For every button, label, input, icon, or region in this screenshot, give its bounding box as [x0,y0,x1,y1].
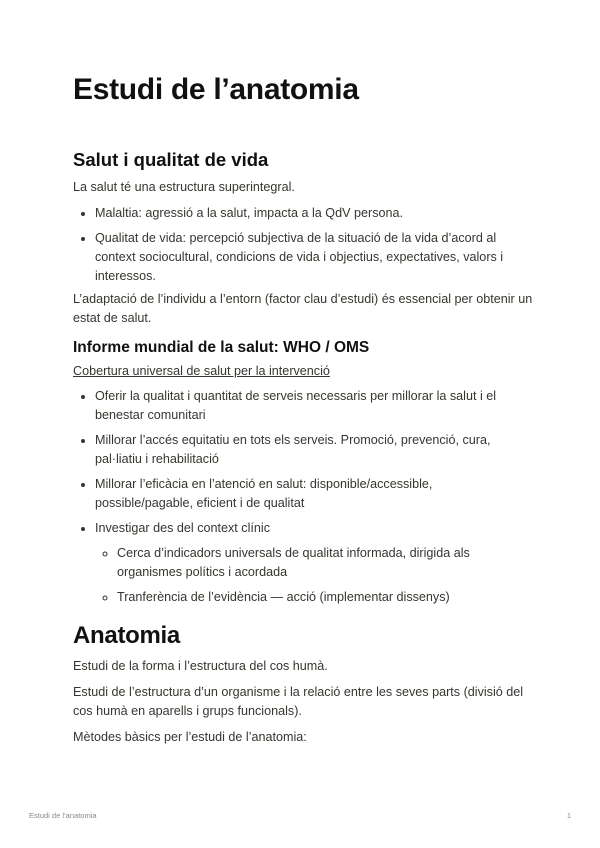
paragraph: Estudi de la forma i l’estructura del cos humà. [73,659,328,673]
sub-bullet-list [95,544,533,607]
list-item: • Malaltia: agressió a la salut, impacta a la QdV persona. [95,204,533,223]
paragraph-intro: La salut té una estructura superintegral. [73,180,295,194]
footer-title: Estudi de l’anatomia [29,811,97,820]
list-item: • Qualitat de vida: percepció subjectiva de la situació de la vida d’acord al context sociocultural, condicions de vida i objectius, expectatives, valors i interessos. [95,229,533,286]
list-item: • Millorar l’eficàcia en l’atenció en salut: disponible/accessible, possible/pagable, eficient i de qualitat [95,475,533,513]
list-item: • Oferir la qualitat i quantitat de serveis necessaris per millorar la salut i el benestar comunitari [95,387,533,425]
list-item [95,519,533,607]
paragraph: Mètodes bàsics per l’estudi de l’anatomia: [73,730,307,744]
sub-list-item: ◦ Tranferència de l’evidència — acció (implementar dissenys) [117,588,533,607]
list-item: • Millorar l’accés equitatiu en tots els serveis. Promoció, prevenció, cura, pal·liatiu i rehabilitació [95,431,533,469]
section-heading-salut: Salut i qualitat de vida [73,149,269,170]
underlined-subtitle: Cobertura universal de salut per la intervenció [73,364,330,378]
list-item-text: Investigar des del context clínic [95,521,271,535]
sub-list-item: ◦ Cerca d’indicadors universals de qualitat informada, dirigida als organismes polítics i acordada [117,544,533,582]
paragraph: Estudi de l’estructura d’un organisme i la relació entre les seves parts (divisió del cos humà en aparells i grups funcionals). [73,685,524,718]
page-number: 1 [566,811,571,820]
section-heading-informe: Informe mundial de la salut: WHO / OMS [73,339,370,356]
bullet-list-informe [73,387,533,607]
document-body [73,70,533,754]
section-heading-anatomia: Anatomia [73,622,180,649]
paragraph-adaptacio: L’adaptació de l’individu a l’entorn (factor clau d’estudi) és essencial per obtenir un estat de salut. [73,292,533,325]
page-title: Estudi de l’anatomia [73,73,359,106]
bullet-list-salut [73,204,533,286]
